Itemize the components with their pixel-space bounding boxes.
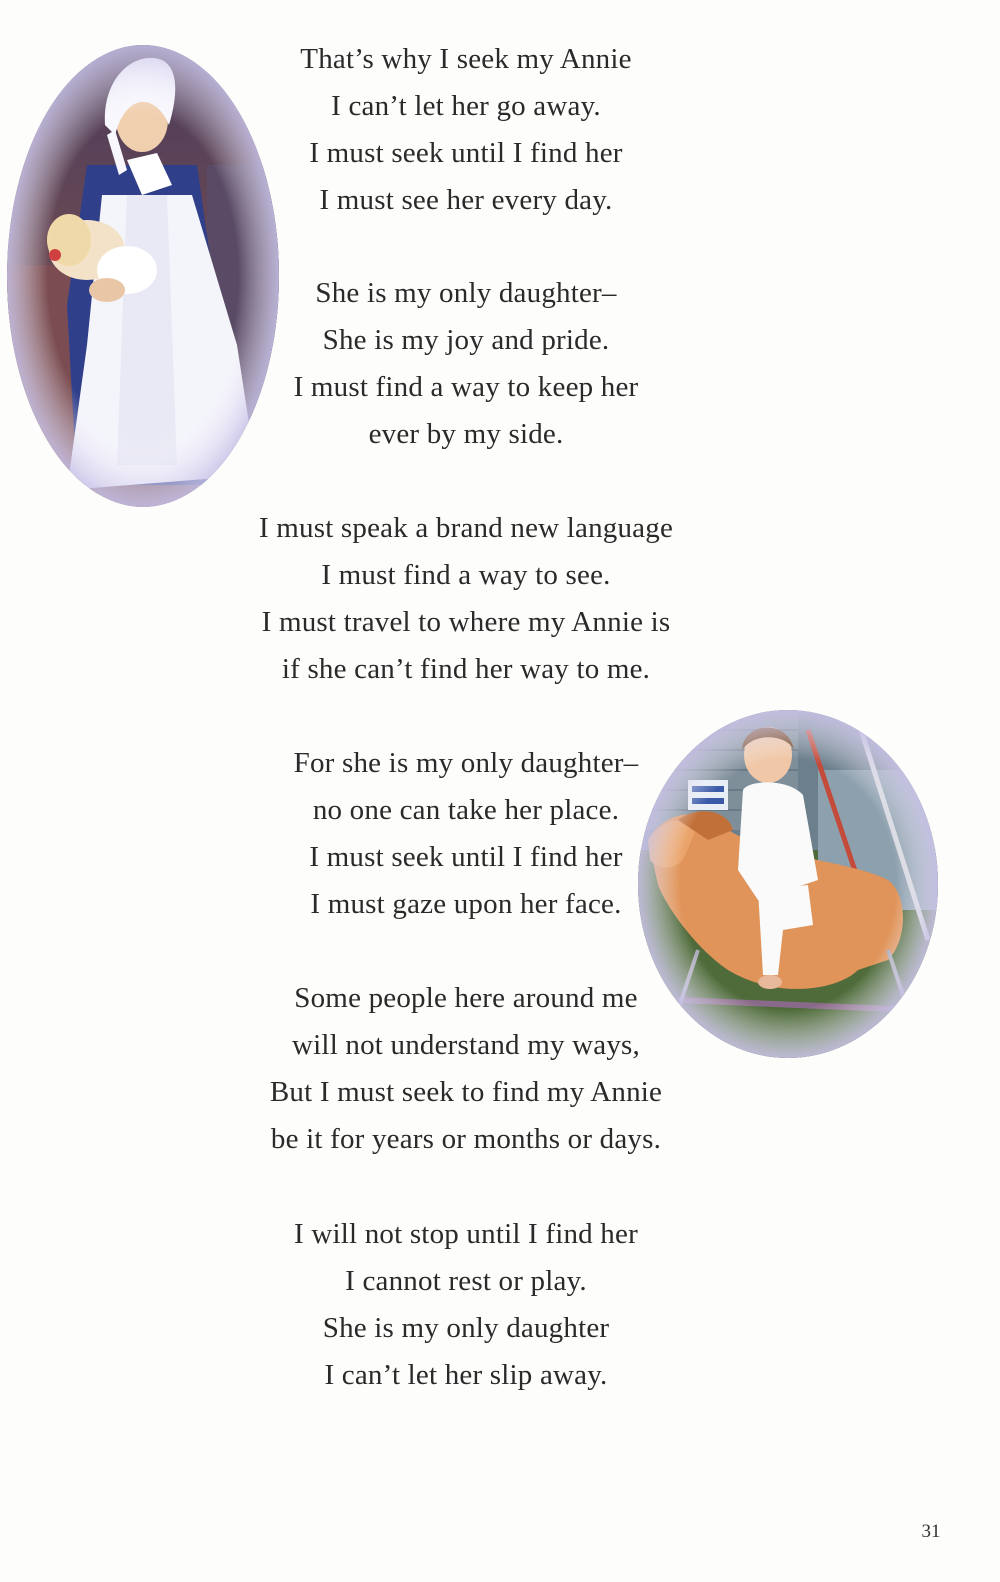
poem-line: I must find a way to keep her: [293, 371, 639, 403]
poem-line: I can’t let her slip away.: [324, 1359, 608, 1391]
stanza-6: [0, 1211, 932, 1399]
poem-line: She is my only daughter–: [315, 277, 617, 309]
poem-line: I must seek until I find her: [309, 841, 623, 873]
poem-line: ever by my side.: [368, 418, 564, 450]
stanza-5: [0, 975, 932, 1163]
poem-line: I must find a way to see.: [321, 559, 611, 591]
poem-line: if she can’t find her way to me.: [281, 653, 651, 685]
poem-line: But I must seek to find my Annie: [269, 1076, 663, 1108]
poem-line: I must speak a brand new language: [258, 512, 674, 544]
poem-line: Some people here around me: [294, 982, 638, 1014]
poem-line: That’s why I seek my Annie: [300, 43, 632, 75]
poem-line: no one can take her place.: [312, 794, 620, 826]
poem-line: will not understand my ways,: [292, 1029, 640, 1061]
poem-line: be it for years or months or days.: [270, 1123, 662, 1155]
stanza-4: [0, 740, 932, 928]
stanza-2: [0, 270, 932, 458]
poem-line: She is my joy and pride.: [322, 324, 610, 356]
poem-line: For she is my only daughter–: [293, 747, 639, 779]
stanza-3: [0, 505, 932, 693]
poem-line: She is my only daughter: [322, 1312, 610, 1344]
poem-line: I must travel to where my Annie is: [261, 606, 671, 638]
poem-line: I must seek until I find her: [309, 137, 623, 169]
poem-line: I will not stop until I find her: [294, 1218, 638, 1250]
poem-line: I must gaze upon her face.: [310, 888, 622, 920]
poem-line: I can’t let her go away.: [331, 90, 601, 122]
poem-line: I cannot rest or play.: [345, 1265, 587, 1297]
stanza-1: [0, 36, 932, 224]
poem-line: I must see her every day.: [319, 184, 613, 216]
page-number: 31: [921, 1521, 941, 1542]
